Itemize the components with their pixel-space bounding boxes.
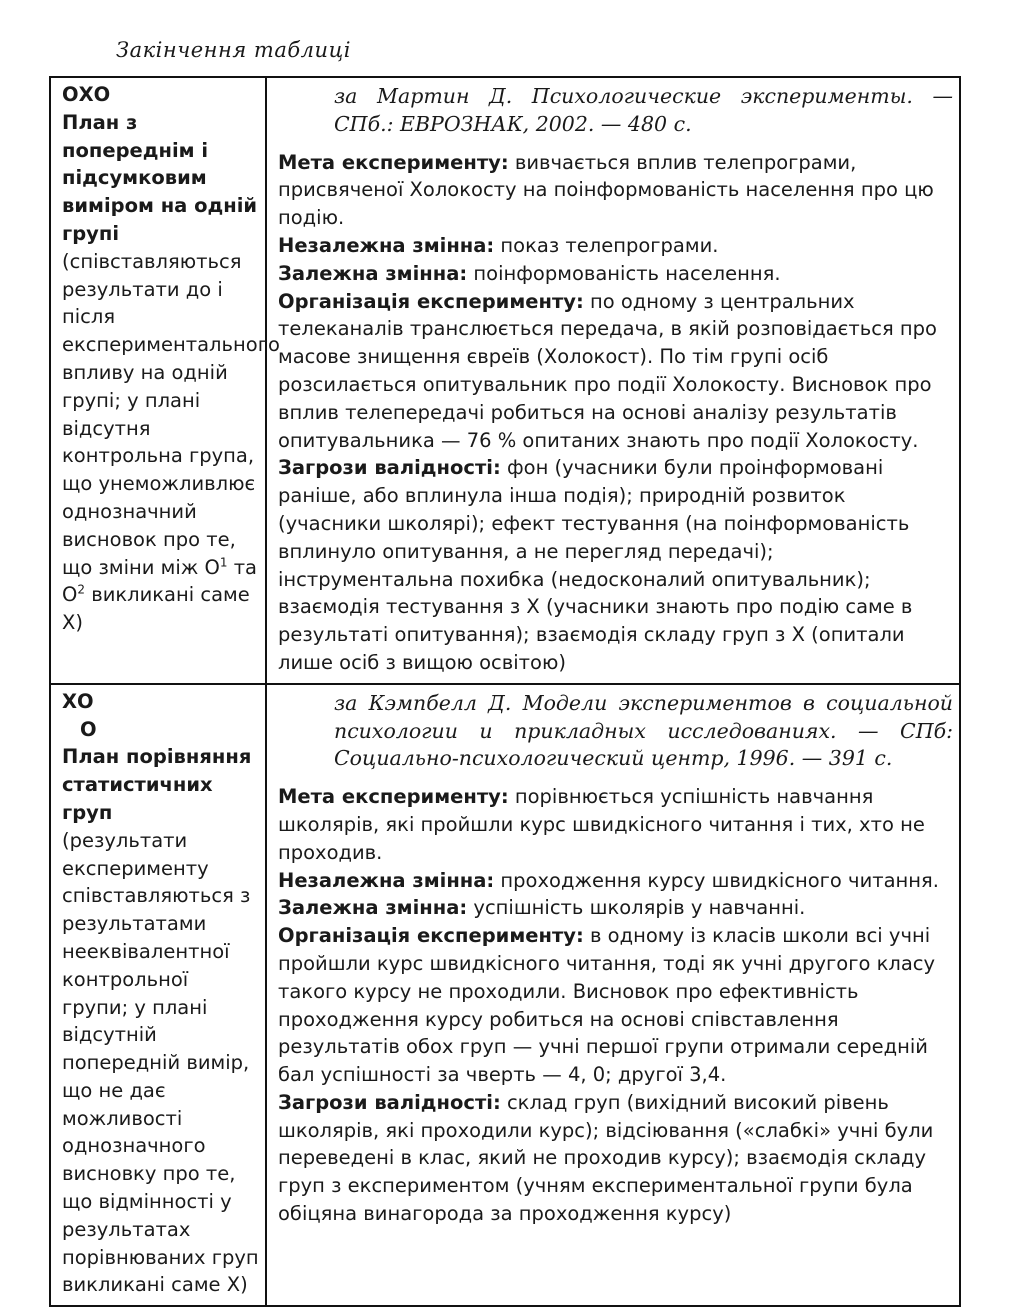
- item-independent-variable: Незалежна змінна: показ телепрограми.: [278, 233, 719, 257]
- description-cell: [266, 77, 960, 684]
- item-validity-threats: Загрози валідності: склад груп (вихідний високий рівень школярів, які проходили курс); відсіювання («слабкі» учні були переведені в клас, який не проходив курсу); взаємодія складу груп з експериментом (учням експериментальної групи була обіцяна винагорода за проходження курсу): [278, 1090, 934, 1226]
- item-dependent-variable: Залежна змінна: успішність школярів у навчанні.: [278, 896, 806, 920]
- plan-note: (співставляються результати до і після експериментального впливу на одній групі; у плані відсутня контрольна група, що унеможливлює однозначний висновок про те, що зміни між $O^1$ та $O^2$ викликані саме Х): [62, 249, 280, 635]
- item-goal: Мета експерименту: вивчається вплив телепрограми, присвяченої Холокосту на поінформованість населення про цю подію.: [278, 150, 934, 230]
- plan-title: План порівняння статистичних груп: [62, 745, 252, 824]
- description-cell: [266, 684, 960, 1307]
- plan-cell: [50, 77, 280, 684]
- source-reference: за Кэмпбелл Д. Модели экспериментов в социальной психологии и прикладных исследованиях. — СПб: Социально-психологический центр, 1996. — 391 с.: [334, 690, 953, 771]
- item-organization: Організація експерименту: по одному з центральних телеканалів транслюється передача, в якій розповідається про масове знищення євреїв (Холокост). По тім групі осіб розсилається опитувальник про події Холокосту. Висновок про вплив телепередачі робиться на основі аналізу результатів опитувальника — 76 % опитаних знають про події Холокосту.: [278, 289, 937, 452]
- plan-note: (результати експерименту співставляються з результатами нееквівалентної контрольної групи; у плані відсутній попередній вимір, що не дає можливості однозначного висновку про те, що відмінності у результатах порівнюваних груп викликані саме Х): [62, 828, 259, 1297]
- item-goal: Мета експерименту: порівнюється успішність навчання школярів, які пройшли курс швидкісного читання і тих, хто не проходив.: [278, 785, 925, 864]
- plan-title: План з попереднім і підсумковим виміром на одній групі: [62, 110, 258, 245]
- item-organization: Організація експерименту: в одному із класів школи всі учні пройшли курс швидкісного читання, тоді як учні другого класу такого курсу не проходили. Висновок про ефективність проходження курсу робиться на основі співставлення результатів обох груп — учні першої групи отримали середній бал успішності за чверть — 4, 0; другої 3,4.: [278, 924, 936, 1087]
- item-dependent-variable: Залежна змінна: поінформованість населення.: [278, 261, 781, 285]
- experiment-plans-table: [49, 76, 961, 1307]
- plan-codes: ХО: [62, 689, 94, 713]
- table-row: [50, 77, 960, 684]
- item-independent-variable: Незалежна змінна: проходження курсу швидкісного читання.: [278, 868, 939, 892]
- plan-codes: ОХО: [62, 83, 111, 106]
- plan-codes-second-line: О: [80, 717, 97, 741]
- source-reference: за Мартин Д. Психологические эксперименты. — СПб.: ЕВРОЗНАК, 2002. — 480 с.: [334, 84, 953, 136]
- plan-cell: [50, 684, 266, 1307]
- table-row: [50, 684, 960, 1307]
- item-validity-threats: Загрози валідності: фон (учасники були проінформовані раніше, або вплинула інша подія); природній розвиток (учасники школярі); ефект тестування (на поінформованість вплинуло опитування, а не перегляд передачі); інструментальна похибка (недосконалий опитувальник); взаємодія тестування з Х (учасники знають про подію саме в результаті опитування); взаємодія складу груп з Х (опитали лише осіб з вищою освітою): [278, 456, 913, 674]
- table-caption: Закінчення таблиці: [116, 38, 351, 62]
